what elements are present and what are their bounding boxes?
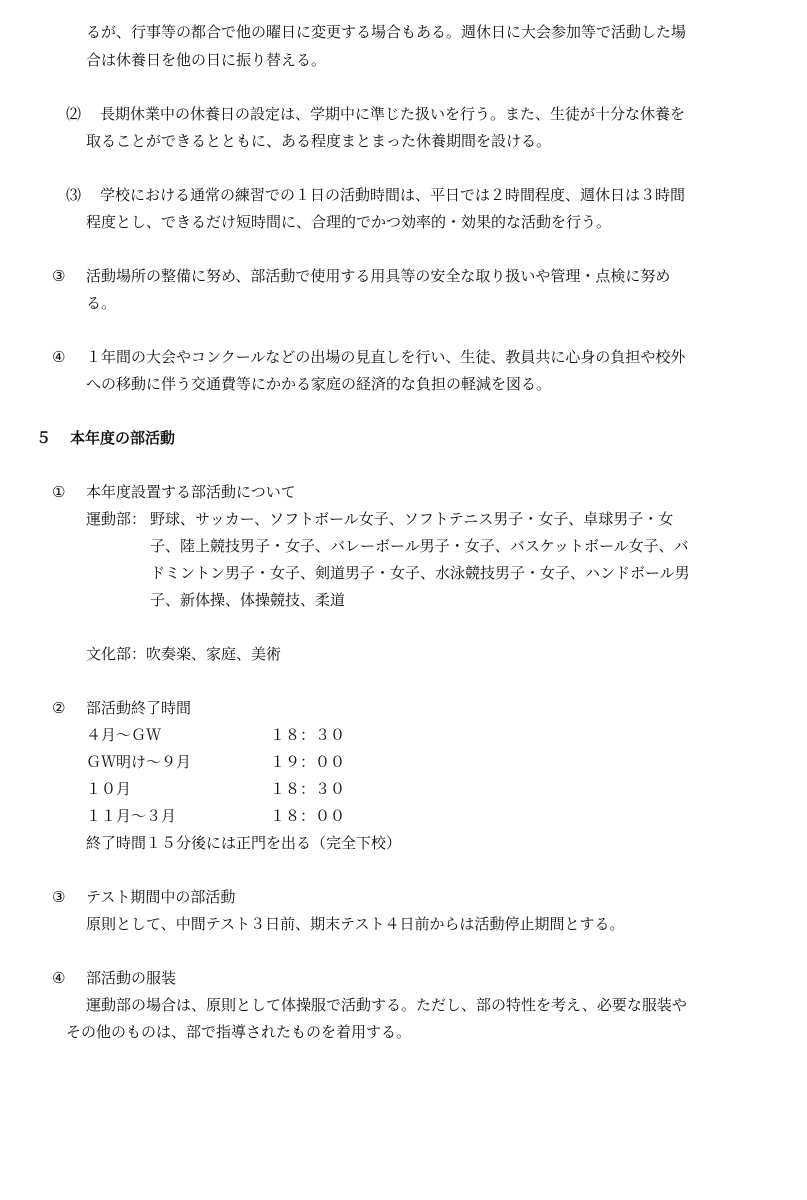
item-3-line-1: 学校における通常の練習での１日の活動時間は、平日では２時間程度、週休日は３時間 [100, 186, 686, 204]
item-2-line-1: 長期休業中の休養日の設定は、学期中に準じた扱いを行う。また、生徒が十分な休養を [100, 105, 686, 123]
sub-3-body: 原則として、中間テスト３日前、期末テスト４日前からは活動停止期間とする。 [86, 915, 625, 933]
circ-4-line-1: １年間の大会やコンクールなどの出場の見直しを行い、生徒、教員共に心身の負担や校外 [86, 348, 686, 366]
sub-4-line-1: 運動部の場合は、原則として体操服で活動する。ただし、部の特性を考え、必要な服装や [86, 996, 687, 1014]
schedule-time: １８：３０ [270, 780, 346, 798]
circ-4-line-2: への移動に伴う交通費等にかかる家庭の経済的な負担の軽減を図る。 [86, 375, 552, 393]
circ-3-line-1: 活動場所の整備に努め、部活動で使用する用具等の安全な取り扱いや管理・点検に努め [86, 267, 671, 285]
sub-3-title: テスト期間中の部活動 [86, 888, 236, 906]
item-3-marker: ⑶ [66, 186, 82, 204]
sub-2-title: 部活動終了時間 [86, 699, 192, 717]
schedule-period: ＧＷ明け～９月 [86, 753, 192, 771]
circ-3-marker: ③ [52, 267, 66, 285]
sub-1-title: 本年度設置する部活動について [86, 483, 296, 501]
sub-3-marker: ③ [52, 888, 66, 906]
culture-clubs: 文化部：吹奏楽、家庭、美術 [86, 645, 282, 663]
section-5-title: 本年度の部活動 [70, 429, 176, 447]
schedule-time: １９：００ [270, 753, 346, 771]
sub-4-title: 部活動の服装 [86, 969, 177, 987]
intro-line-2: 合は休養日を他の日に振り替える。 [86, 51, 327, 69]
section-5-number: ５ [36, 429, 52, 447]
schedule-period: １１月～３月 [86, 807, 177, 825]
dismissal-note: 終了時間１５分後には正門を出る（完全下校） [86, 834, 402, 852]
sports-line-1: 野球、サッカー、ソフトボール女子、ソフトテニス男子・女子、卓球男子・女 [150, 510, 674, 528]
schedule-time: １８：３０ [270, 726, 346, 744]
item-2-marker: ⑵ [66, 105, 82, 123]
schedule-period: ４月～ＧＷ [86, 726, 162, 744]
item-2-line-2: 取ることができるとともに、ある程度まとまった休養期間を設ける。 [86, 132, 552, 150]
schedule-period: １０月 [86, 780, 132, 798]
sub-1-marker: ① [52, 483, 66, 501]
circ-4-marker: ④ [52, 348, 66, 366]
sports-label: 運動部： [86, 510, 147, 528]
schedule-time: １８：００ [270, 807, 346, 825]
intro-line-1: るが、行事等の都合で他の曜日に変更する場合もある。週休日に大会参加等で活動した場 [86, 23, 687, 41]
sub-4-marker: ④ [52, 969, 66, 987]
circ-3-line-2: る。 [86, 294, 117, 312]
sub-4-line-2: その他のものは、部で指導されたものを着用する。 [66, 1023, 412, 1041]
sports-line-2: 子、陸上競技男子・女子、バレーボール男子・女子、バスケットボール女子、バ [150, 537, 689, 555]
sports-line-3: ドミントン男子・女子、剣道男子・女子、水泳競技男子・女子、ハンドボール男 [150, 564, 690, 582]
sub-2-marker: ② [52, 699, 66, 717]
item-3-line-2: 程度とし、できるだけ短時間に、合理的でかつ効率的・効果的な活動を行う。 [86, 213, 612, 231]
sports-line-4: 子、新体操、体操競技、柔道 [150, 591, 346, 609]
